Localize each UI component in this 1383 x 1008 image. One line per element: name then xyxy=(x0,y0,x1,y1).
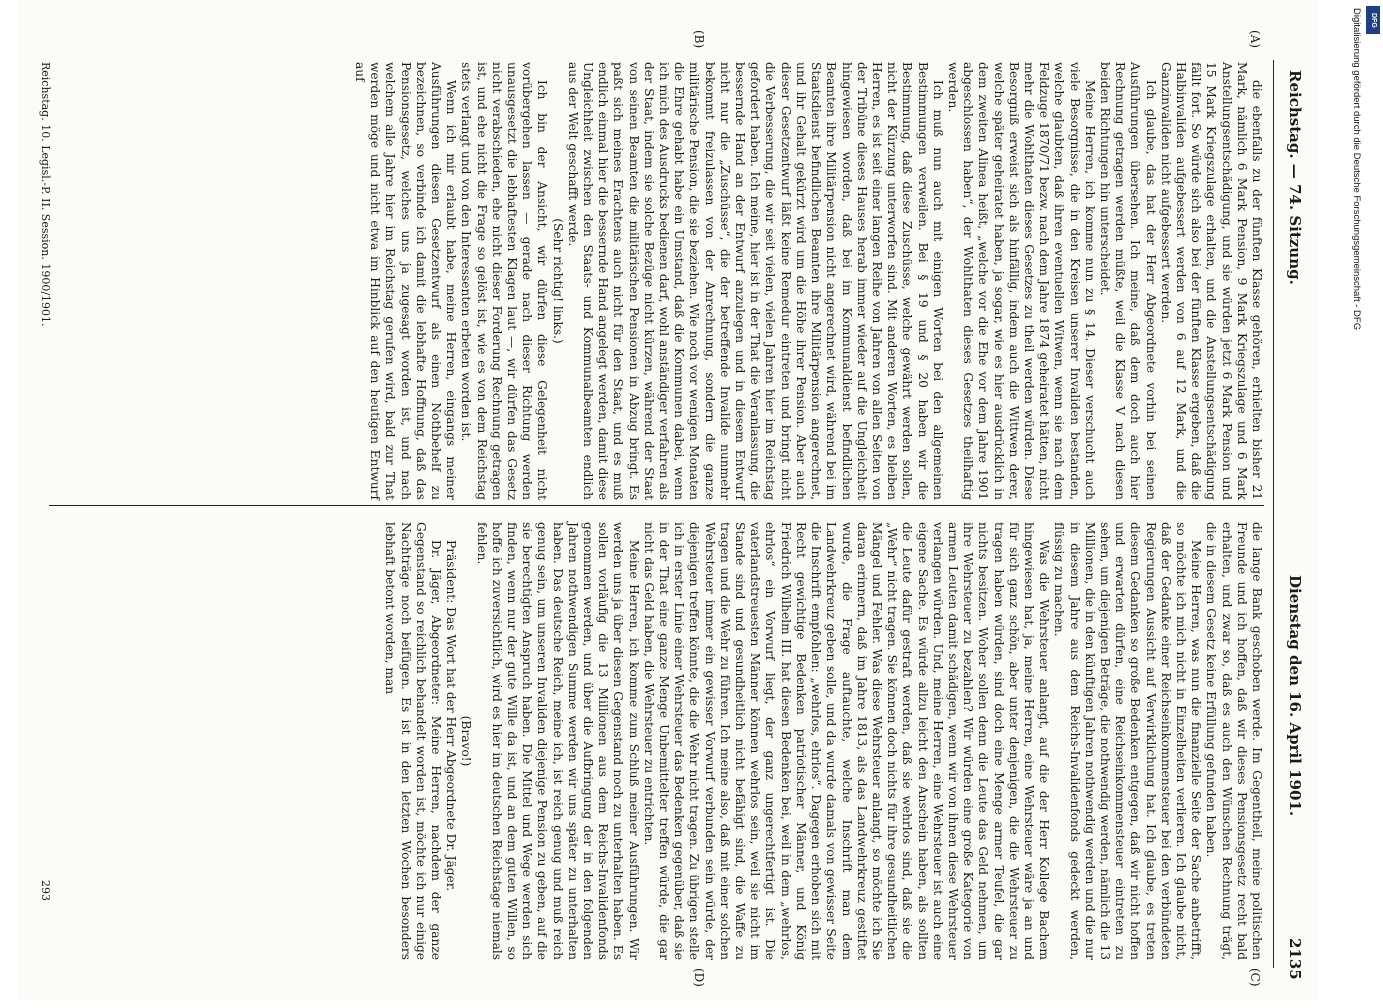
text-column-left xyxy=(352,62,1264,500)
speaker-paragraph: Präsident: Das Wort hat der Herr Abgeordnete Dr. Jäger. xyxy=(444,540,459,892)
footer-source: Reichstag. 10. Legisl.-P. II. Session. 1900/1901. xyxy=(39,62,52,327)
running-header-left: Reichstag. — 74. Sitzung. xyxy=(1286,70,1304,285)
paragraph: Wenn ich mir erlaubt habe, meine Herren, eingangs meiner Ausführungen diesen Gesetzentwurf als einen Nothbehelf zu bezeichnen, so verbinde ich damit die lebhafte Hoffnung, daß das Pensionsgesetz, welches uns ja zugesagt worden ist, und nach welchem alle Jahre hier im Reichstag gerufen wird, bald zur That werden möge und nicht etwa im Hinblick auf den heutigen Entwurf auf xyxy=(353,62,459,500)
margin-letter-a: (A) xyxy=(1248,30,1262,49)
paragraph: Ich glaube, das hat der Herr Abgeordnete vorhin bei seinen Ausführungen übersehen. Ich meine, daß dem doch auch hier Rechnung getragen werden müßte, weil die Klasse V nach diesen beiden Richtungen hin unterscheidet. xyxy=(1097,62,1158,500)
header-rule xyxy=(1273,60,1274,968)
margin-letter-b: (B) xyxy=(692,30,706,49)
page-number: 2135 xyxy=(1286,938,1304,980)
paragraph: Ich muß nun auch mit einigen Worten bei den allgemeinen Bestimmungen verweilen. Bei § 19 und § 20 haben wir die Bestimmung, daß diese Zuschüsse, welche gewährt werden sollen, nicht der Kürzung unterworfen sind. Mit anderen Worten, es bleiben Herren, es ist seit einer langen Reihe von Jahren von allen Seiten von der Tribüne dieses Hauses herab immer wieder auf die Ungleichheit hingewiesen worden, daß bei im Kommunaldienst befindlichen Beamten ihre Militärpension nicht angerechnet wird, während bei im Staatsdienst befindlichen Beamten ihre Militärpension angerechnet, und ihr Gehalt gekürzt wird um die Höhe ihrer Pension. Aber auch dieser Gesetzentwurf läßt keine Remedur eintreten und bringt nicht die Verbesserung, die wir seit vielen, vielen Jahren hier im Reichstag gefordert haben. Ich meine, hier ist in der That die Veranlassung, die bessernde Hand an der Entwurf anzulegen und in diesem Entwurf nicht nur die „Zuschüsse“, die der betreffende Invalide nunmehr bekommt freizulassen von der Anrechnung, sondern die ganze militärische Pension, die sie beziehen. Wie noch vor wenigen Monaten die Ehre gehabt habe ein Umstand, daß die Kommunen dabei, wenn ich mich des Ausdrucks bedienen darf, wohl anständiger verfahren als der Staat, indem sie solche Bezüge nicht kürzen, während der Staat von seinen Beamten die militärischen Pensionen in Abzug bringt. Es paßt sich meines Erachtens auch nicht für den Staat, und es muß endlich einmal hier die bessernde Hand angelegt werden, damit diese Ungleichheit zwischen den Staats- und Kommunalbeamten endlich aus der Welt geschafft werde. xyxy=(565,62,945,500)
footer-signature: 293 xyxy=(39,880,52,901)
paragraph: Was die Wehrsteuer anlangt, auf die der Herr Kollege Bachem hingewiesen hat, ja, meine Herren, eine Wehrsteuer wäre ja an und für sich ganz schön, aber unter denjenigen, die die Wehrsteuer zu tragen haben würden, sind doch eine Menge armer Teufel, die gar nichts besitzen. Woher sollen denn die Leute das Geld nehmen, um ihre Wehrsteuer zu bezahlen? Wir würden eine große Kategorie von armen Leuten damit schädigen, wenn wir von ihnen diese Wehrsteuer verlangen würden. Und, meine Herren, eine Wehrsteuer ist auch eine eigene Sache. Es würde allzu leicht den Anschein haben, als sollten die Leute dafür gestraft werden, daß sie wehrlos sind, daß sie die „Wehr“ nicht tragen. Sie können doch nichts für ihre gesundheitlichen Mängel und Fehler. Was diese Wehrsteuer anlangt, so möchte ich Sie daran erinnern, daß im Jahre 1813, als das Landwehrkreuz gestiftet wurde, die Frage auftauchte, welche Inschrift man dem Landwehrkreuz geben solle, und da wurde damals von gewisser Seite die Inschrift empfohlen: „wehrlos, ehrlos“. Dagegen erhoben sich mit Recht gewichtige Bedenken patriotischer Männer, und König Friedrich Wilhelm III. hat diesen Bedenken bei, weil in dem „wehrlos, ehrlos“ ein Vorwurf liegt, der ganz ungerechtfertigt ist. Die vaterlandstreuesten Männer können wehrlos sein, weil sie nicht im Stande sind und gesundheitlich nicht befähigt sind, die Waffe zu tragen und die Wehr zu führen. Ich meine also, daß mit einer solchen Wehrsteuer immer ein gewisser Vorwurf verbunden sein würde, der diejenigen treffen könnte, die die Wehr nicht tragen. Zu übrigen stelle ich in erster Linie einer Wehrsteuer das Bedenken gegenüber, daß sie in der That eine ganze Menge Unbemittelter treffen würde, die gar nicht das Geld haben, die Wehrsteuer zu entrichten. xyxy=(641,522,1052,960)
margin-letter-c: (C) xyxy=(1248,968,1262,987)
interjection: (Sehr richtig! links.) xyxy=(550,218,565,344)
paragraph: Meine Herren, was nun die finanzielle Seite der Sache anbetrifft, so möchte ich mich nicht in Einzelheiten verlieren. Ich glaube nicht, daß der Gedanke einer Reichseinkommensteuer bei den verbündeten Regierungen Aussicht auf Verwirklichung hat. Ich glaube, es treten diesem Gedanken so große Bedenken entgegen, daß wir nicht hoffen und erwarten dürfen, eine Reichseinkommensteuer eintreten zu sehen, um diejenigen Beträge, die nothwendig werden, nämlich die 13 Millionen, die in den künftigen Jahren nothwendig werden und die nur in diesem Jahre aus dem Reichs-Invalidenfonds gedeckt werden, flüssig zu machen. xyxy=(1052,522,1204,960)
paragraph: Meine Herren, ich komme zum Schluß meiner Ausführungen. Wir werden uns ja über diesen Gegenstand noch zu unterhalten haben. Es sollen vorläufig die 13 Millionen aus dem Reichs-Invalidenfonds genommen werden, und über die Aufbringung der in den folgenden Jahren nothwendigen Summe werden wir uns später zu unterhalten haben. Das deutsche Reich, meine ich, ist reich genug und muß reich genug sein, um unseren Invaliden diejenige Pension zu geben, auf die sie berechtigten Anspruch haben. Die Mittel und Wege werden sich finden, wenn nur der gute Wille da ist, und an dem guten Willen, so hoffe ich zuversichtlich, wird es hier im deutschen Reichstage niemals fehlen. xyxy=(474,522,641,960)
margin-letter-d: (D) xyxy=(692,968,706,987)
speaker-paragraph: Dr. Jäger, Abgeordneter: Meine Herren, nachdem der ganze Gegenstand so reichlich behandelt worden ist, möchte ich nur einige Nachträge noch beifügen. Es ist in den letzten Wochen besonders lebhaft betont worden, man xyxy=(383,522,444,960)
text-column-right xyxy=(382,522,1264,960)
paragraph: Ich bin der Ansicht, wir dürfen diese Gelegenheit nicht vorübergehen lassen — gerade nach dieser Richtung werden unausgesetzt die lebhaftesten Klagen laut —, wir dürfen das Gesetz nicht verabschieden, ehe nicht dieser Forderung Rechnung getragen ist, und ehe nicht die Frage so gelöst ist, wie es von dem Reichstag stets verlangt und von den Interessenten erbeten worden ist. xyxy=(459,62,550,500)
scanned-page xyxy=(18,0,1318,1000)
digitization-credit: Digitalisierung gefördert durch die Deutsche Forschungsgemeinschaft - DFG xyxy=(1351,8,1362,331)
paragraph: die lange Bank geschoben werde. Im Gegentheil, meine politischen Freunde und ich hoffen, daß wir dieses Pensionsgesetz recht bald erhalten, und zwar so, daß es auch den Wünschen Rechnung trägt, die in diesem Gesetz keine Erfüllung gefunden haben. xyxy=(1204,522,1264,960)
session-date: Dienstag den 16. April 1901. xyxy=(1286,575,1304,817)
paragraph: die ebenfalls zu der fünften Klasse gehören, erhielten bisher 21 Mark, nämlich 6 Mark Pension, 9 Mark Kriegszulage und 6 Mark Anstellungsentschädigung, und sie würden jetzt 6 Mark Pension und 15 Mark Kriegszulage erhalten, und die Anstellungsentschädigung fällt fort. So würde sich also bei der fünften Klasse ergeben, daß die Halbinvaliden aufgebessert werden von 6 auf 12 Mark, und die Ganzinvaliden nicht aufgebessert werden. xyxy=(1158,62,1264,500)
interjection: (Bravo!) xyxy=(459,715,474,767)
paragraph: Meine Herren, ich komme nun zu § 14. Dieser verschucht auch viele Besorgnisse, die in den Kreisen unserer Invaliden bestanden, welche glaubten, daß ihren eventuellen Witwen, wenn sie nach dem Feldzuge 1870/71 bezw. nach dem Jahre 1874 geheiratet hätten, nicht mehr die Wohlthaten dieses Gesetzes zu theil werden würden. Diese Besorgniß erweist sich als hinfällig, indem auch die Wittwen derer, welche später geheiratet haben, ja sogar, wie es hier ausdrücklich in dem zweiten Alinea heißt, „welche vor die Ehe vor dem Jahre 1901 abgeschlossen haben“, der Wohlthaten dieses Gesetzes theilhaftig werden. xyxy=(945,62,1097,500)
column-divider xyxy=(49,505,1264,506)
dfg-logo-icon: DFG xyxy=(1366,6,1380,34)
